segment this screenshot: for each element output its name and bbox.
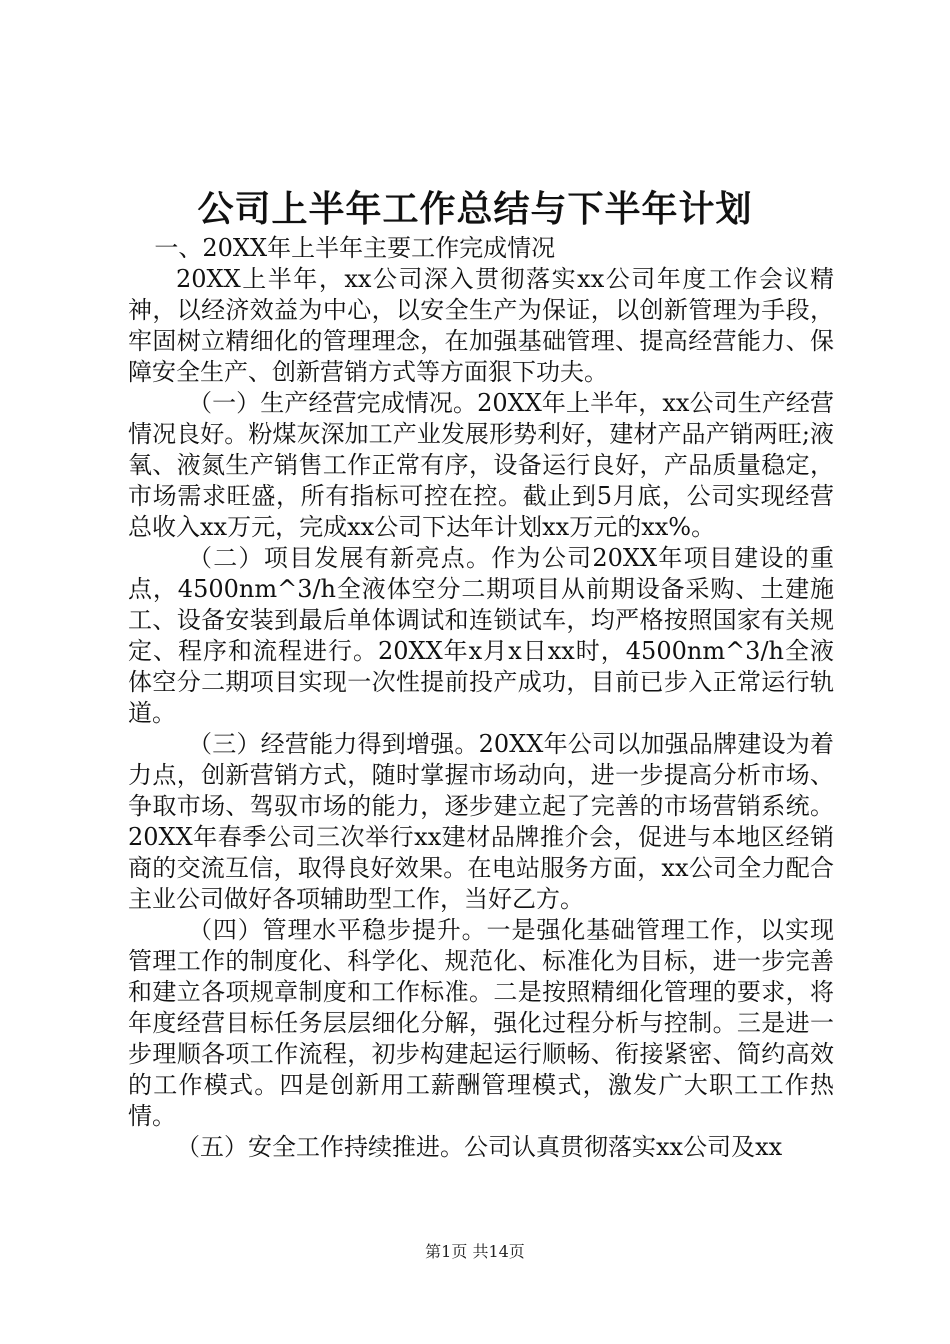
page-number-footer: 第1页 共14页 xyxy=(425,1242,525,1261)
section-heading: 一、20XX年上半年主要工作完成情况 xyxy=(154,234,556,262)
paragraph-management: （四）管理水平稳步提升。一是强化基础管理工作，以实现管理工作的制度化、科学化、规范化、标准化为目标，进一步完善和建立各项规章制度和工作标准。二是按照精细化管理的要求，将年度经营目标任务层层细化分解，强化过程分析与控制。三是进一步理顺各项工作流程，初步构建起运行顺畅、衔接紧密、简约高效的工作模式。四是创新用工薪酬管理模式，激发广大职工工作热情。 xyxy=(128,916,834,1130)
paragraph-safety: （五）安全工作持续推进。公司认真贯彻落实xx公司及xx xyxy=(176,1133,783,1161)
paragraph-production: （一）生产经营完成情况。20XX年上半年，xx公司生产经营情况良好。粉煤灰深加工产业发展形势利好，建材产品产销两旺;液氧、液氮生产销售工作正常有序，设备运行良好，产品质量稳定，市场需求旺盛，所有指标可控在控。截止到5月底，公司实现经营总收入xx万元，完成xx公司下达年计划xx万元的xx%。 xyxy=(128,389,834,541)
document-body xyxy=(128,233,834,1163)
intro-paragraph: 20XX上半年，xx公司深入贯彻落实xx公司年度工作会议精神，以经济效益为中心，以安全生产为保证，以创新管理为手段，牢固树立精细化的管理理念，在加强基础管理、提高经营能力、保障安全生产、创新营销方式等方面狠下功夫。 xyxy=(128,265,834,386)
paragraph-operations: （三）经营能力得到增强。20XX年公司以加强品牌建设为着力点，创新营销方式，随时掌握市场动向，进一步提高分析市场、争取市场、驾驭市场的能力，逐步建立起了完善的市场营销系统。20XX年春季公司三次举行xx建材品牌推介会，促进与本地区经销商的交流互信，取得良好效果。在电站服务方面，xx公司全力配合主业公司做好各项辅助型工作，当好乙方。 xyxy=(128,730,834,913)
paragraph-projects: （二）项目发展有新亮点。作为公司20XX年项目建设的重点，4500nm^3/h全液体空分二期项目从前期设备采购、土建施工、设备安装到最后单体调试和连锁试车，均严格按照国家有关规定、程序和流程进行。20XX年x月x日xx时，4500nm^3/h全液体空分二期项目实现一次性提前投产成功，目前已步入正常运行轨道。 xyxy=(128,544,834,727)
document-title: 公司上半年工作总结与下半年计划 xyxy=(197,188,753,230)
